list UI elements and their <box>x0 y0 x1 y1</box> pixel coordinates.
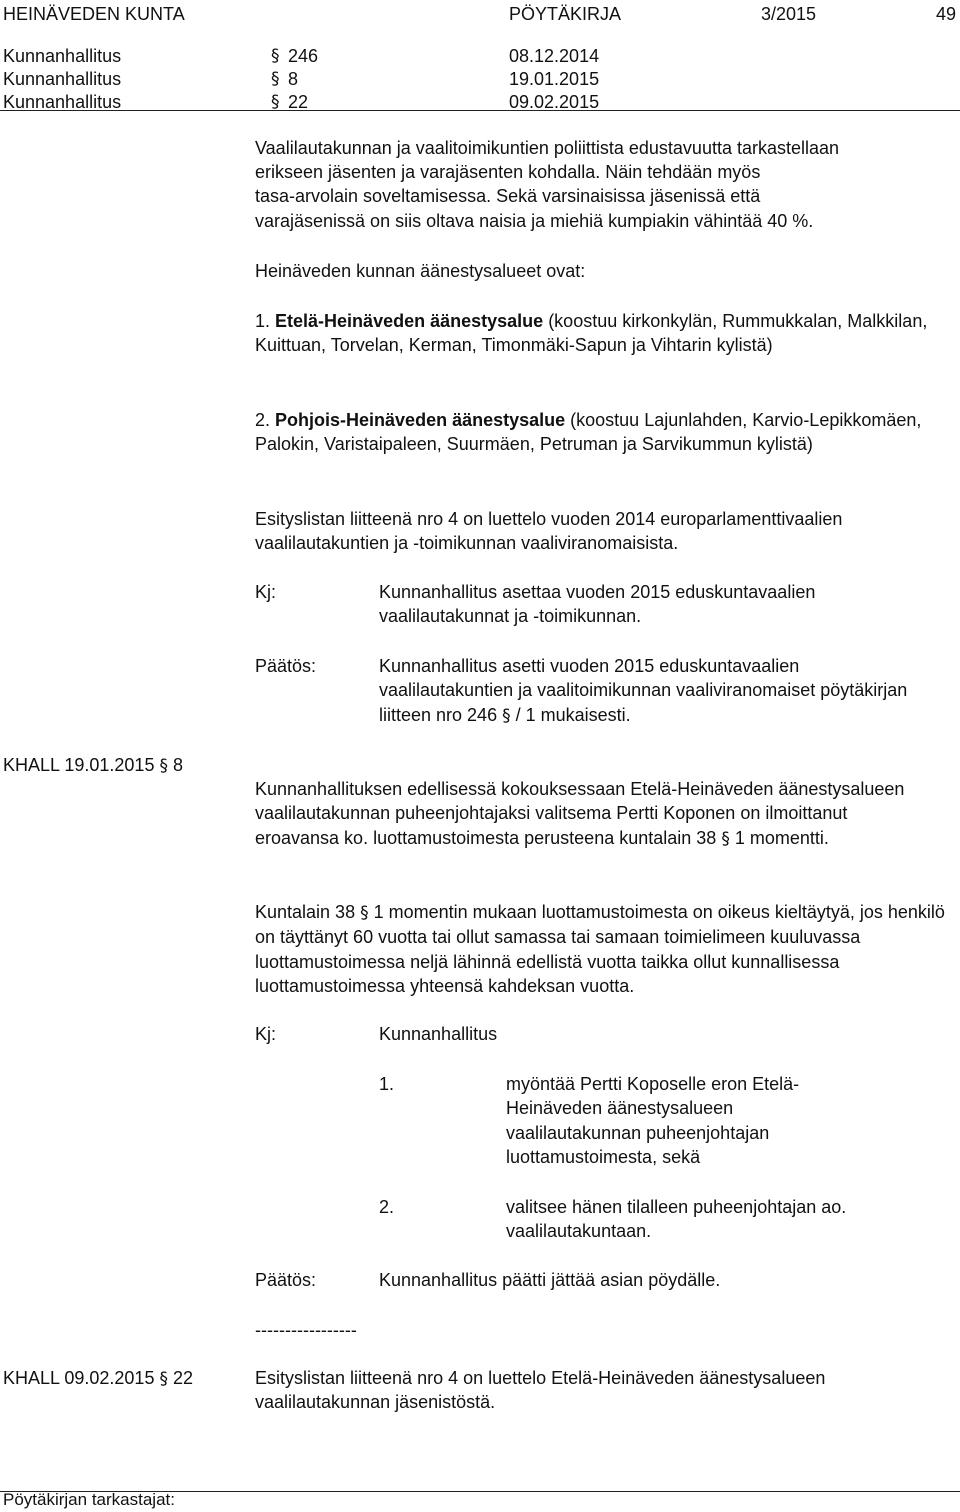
district-description: (koostuu kirkonkylän, Rummukkalan, Malkkilan, Kuittuan, Torvelan, Kerman, Timonmäki-Sapun ja Vihtarin kylistä) <box>255 311 928 356</box>
section-sign-icon: § <box>271 69 280 89</box>
document-number: 3/2015 <box>761 4 817 24</box>
khall1-paragraph-1: Kunnanhallituksen edellisessä kokouksessaan Etelä-Heinäveden äänestysalueen vaalilautakunnan puheenjohtajaksi valitsema Pertti Koponen on ilmoittanut eroavansa ko. luottamustoimesta perusteena kuntalain 38 § 1 momentti. <box>255 779 905 849</box>
reference-body: Kunnanhallitus <box>3 92 122 112</box>
reference-body: Kunnanhallitus <box>3 46 122 66</box>
list-item-number: 2. <box>379 1197 395 1217</box>
kj-label: Kj: <box>255 1024 277 1044</box>
reference-section: 22 <box>288 92 309 112</box>
district-1 <box>255 309 955 358</box>
district-name: Etelä-Heinäveden äänestysalue <box>275 311 544 331</box>
section-sign-icon: § <box>271 46 280 66</box>
section-sign-icon: § <box>159 756 168 776</box>
list-item-text: myöntää Pertti Koposelle eron Etelä-Heinäveden äänestysalueen vaalilautakunnan puheenjohtajan luottamustoimesta, sekä <box>506 1074 800 1167</box>
reference-body: Kunnanhallitus <box>3 69 122 89</box>
section-sign-icon: § <box>360 903 369 923</box>
meeting-label: KHALL 09.02.2015 § 22 <box>3 1368 194 1389</box>
list-item-text: valitsee hänen tilalleen puheenjohtajan ao. vaalilautakuntaan. <box>506 1197 847 1242</box>
section-sign-icon: § <box>721 828 730 849</box>
document-type: PÖYTÄKIRJA <box>509 4 622 24</box>
decision-label: Päätös: <box>255 1270 317 1290</box>
kj-text: Kunnanhallitus asettaa vuoden 2015 eduskuntavaalien vaalilautakunnat ja -toimikunnan. <box>379 582 816 627</box>
reference-date: 08.12.2014 <box>509 46 600 66</box>
intro-paragraph-line: Vaalilautakunnan ja vaalitoimikuntien poliittista edustavuutta tarkastellaan <box>255 138 840 158</box>
kj-label: Kj: <box>255 582 277 602</box>
districts-heading: Heinäveden kunnan äänestysalueet ovat: <box>255 261 586 281</box>
district-name: Pohjois-Heinäveden äänestysalue <box>275 410 566 430</box>
district-number: 1. <box>255 311 271 331</box>
list-item-number: 1. <box>379 1074 395 1094</box>
decision-text: Kunnanhallitus asetti vuoden 2015 eduskuntavaalien vaalilautakuntien ja vaalitoimikunnan vaaliviranomaiset pöytäkirjan liitteen nro 246 § / 1 mukaisesti. <box>379 656 908 726</box>
reference-date: 09.02.2015 <box>509 92 600 112</box>
separator: ----------------- <box>255 1320 357 1340</box>
section-sign-icon: § <box>271 92 280 112</box>
khall1-paragraph-2: Kuntalain 38 § 1 momentin mukaan luottamustoimesta on oikeus kieltäytyä, jos henkilö on täyttänyt 60 vuotta tai ollut samassa tai samaan toimielimeen kuuluvassa luottamustoimessa neljä lähinnä edellistä vuotta taikka ollut kunnallisessa luottamustoimessa yhteensä kahdeksan vuotta. <box>255 902 945 996</box>
municipality-name: HEINÄVEDEN KUNTA <box>3 4 185 24</box>
district-2 <box>255 408 955 457</box>
header-divider <box>0 110 960 111</box>
inspectors-label: Pöytäkirjan tarkastajat: <box>3 1490 175 1509</box>
section-sign-icon: § <box>159 1369 168 1389</box>
khall2-text: Esityslistan liitteenä nro 4 on luettelo Etelä-Heinäveden äänestysalueen vaalilautakunnan jäsenistöstä. <box>255 1368 826 1413</box>
district-number: 2. <box>255 410 271 430</box>
section-sign-icon: § <box>502 705 511 726</box>
attachment-note: Esityslistan liitteenä nro 4 on luettelo vuoden 2014 europarlamenttivaalien vaalilautakuntien ja -toimikunnan vaaliviranomaisista. <box>255 509 843 554</box>
intro-paragraph-line: varajäsenissä on siis oltava naisia ja miehiä kumpiakin vähintää 40 %. <box>255 211 814 231</box>
reference-date: 19.01.2015 <box>509 69 600 89</box>
page-number: 49 <box>936 4 957 24</box>
reference-section: 246 <box>288 46 319 66</box>
meeting-label: KHALL 19.01.2015 § 8 <box>3 755 183 776</box>
decision-text: Kunnanhallitus päätti jättää asian pöydälle. <box>379 1270 721 1290</box>
reference-section: 8 <box>288 69 299 89</box>
intro-paragraph-line: tasa-arvolain soveltamisessa. Sekä varsinaisissa jäsenissä että <box>255 186 761 206</box>
kj-text: Kunnanhallitus <box>379 1024 498 1044</box>
district-description: (koostuu Lajunlahden, Karvio-Lepikkomäen, Palokin, Varistaipaleen, Suurmäen, Petruman ja Sarvikummun kylistä) <box>255 410 922 455</box>
decision-label: Päätös: <box>255 656 317 676</box>
intro-paragraph-line: erikseen jäsenten ja varajäsenten kohdalla. Näin tehdään myös <box>255 162 761 182</box>
